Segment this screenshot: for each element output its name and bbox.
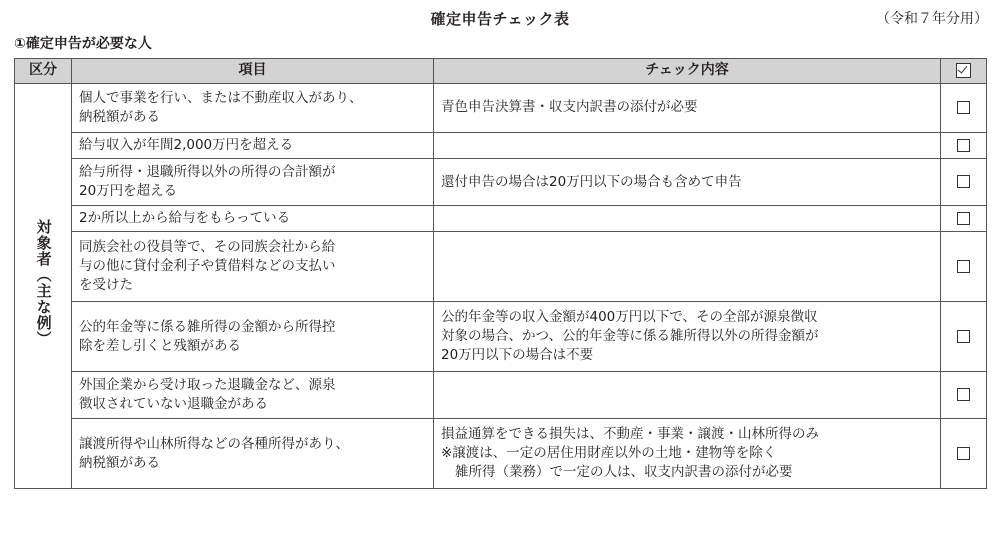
content-text-line: 対象の場合、かつ、公的年金等に係る雑所得以外の所得金額が [441,328,819,345]
item-text-line: 納税額がある [79,109,160,125]
item-text-line: 給与所得・退職所得以外の所得の合計額が [79,164,336,180]
checkbox-icon[interactable] [957,388,970,401]
item-cell [72,372,434,419]
year-note: （令和７年分用） [876,11,988,27]
check-cell [941,302,987,372]
content-text-line: 公的年金等の収入金額が400万円以下で、その全部が源泉徴収 [441,309,818,326]
check-cell [941,133,987,159]
checkbox-icon[interactable] [957,330,970,343]
table-row [15,84,987,133]
header-row [15,59,987,84]
item-cell [72,84,434,133]
item-text-line: 同族会社の役員等で、その同族会社から給 [79,239,336,256]
content-cell [434,419,941,489]
checkbox-icon[interactable] [957,447,970,460]
content-cell [434,232,941,302]
item-cell [72,206,434,232]
content-cell [434,159,941,206]
item-text-line: 徴収されていない退職金がある [79,396,268,413]
column-header-item: 項目 [72,59,434,84]
item-text-line: 20万円を超える [79,183,178,200]
checked-checkbox-icon [956,63,971,78]
table-row [15,232,987,302]
item-cell [72,302,434,372]
checkbox-icon[interactable] [957,101,970,114]
item-text-line: 与の他に貸付金利子や賃借料などの支払い [79,258,336,275]
content-text-line: 雑所得（業務）で一定の人は、収支内訳書の添付が必要 [455,464,793,481]
item-text-line: 公的年金等に係る雑所得の金額から所得控 [79,318,336,335]
item-cell [72,232,434,302]
document-title: 確定申告チェック表 [430,10,570,28]
checkbox-icon[interactable] [957,260,970,273]
table-row [15,419,987,489]
column-header-category: 区分 [15,59,72,84]
table-row [15,302,987,372]
checkbox-icon[interactable] [957,139,970,152]
category-cell [15,84,72,489]
checklist-table [14,58,987,489]
content-text-line: ※譲渡は、一定の居住用財産以外の土地・建物等を除く [441,445,777,462]
table-row [15,372,987,419]
check-cell [941,206,987,232]
table-row [15,133,987,159]
column-header-content: チェック内容 [434,59,941,84]
checkbox-icon[interactable] [957,175,970,188]
item-text-line: 外国企業から受け取った退職金など、源泉 [79,377,336,394]
checkbox-icon[interactable] [957,212,970,225]
item-text-line: 納税額がある [79,454,160,471]
item-cell [72,133,434,159]
item-cell [72,159,434,206]
check-cell [941,372,987,419]
item-text-line: を受けた [79,277,133,294]
content-cell [434,206,941,232]
category-label: 対象者（主な例） [34,219,53,348]
check-cell [941,159,987,206]
check-cell [941,232,987,302]
item-text-line: 除を差し引くと残額がある [79,337,241,354]
check-cell [941,84,987,133]
section-title: ①確定申告が必要な人 [14,36,152,52]
content-text-line: 20万円以下の場合は不要 [441,347,594,364]
item-cell [72,419,434,489]
item-text-line: 2か所以上から給与をもらっている [79,210,291,227]
item-text-line: 譲渡所得や山林所得などの各種所得があり、 [79,435,349,452]
check-cell [941,419,987,489]
content-text-line: 還付申告の場合は20万円以下の場合も含めて申告 [441,173,742,190]
content-text-line: 青色申告決算書・収支内訳書の添付が必要 [441,99,698,116]
column-header-check [941,59,987,84]
content-cell [434,372,941,419]
table-row [15,206,987,232]
item-text-line: 個人で事業を行い、または不動産収入があり、 [79,89,363,106]
table-row [15,159,987,206]
content-text-line: 損益通算をできる損失は、不動産・事業・譲渡・山林所得のみ [441,426,819,443]
item-text-line: 給与収入が年間2,000万円を超える [79,137,294,153]
content-cell [434,133,941,159]
content-cell [434,302,941,372]
content-cell [434,84,941,133]
